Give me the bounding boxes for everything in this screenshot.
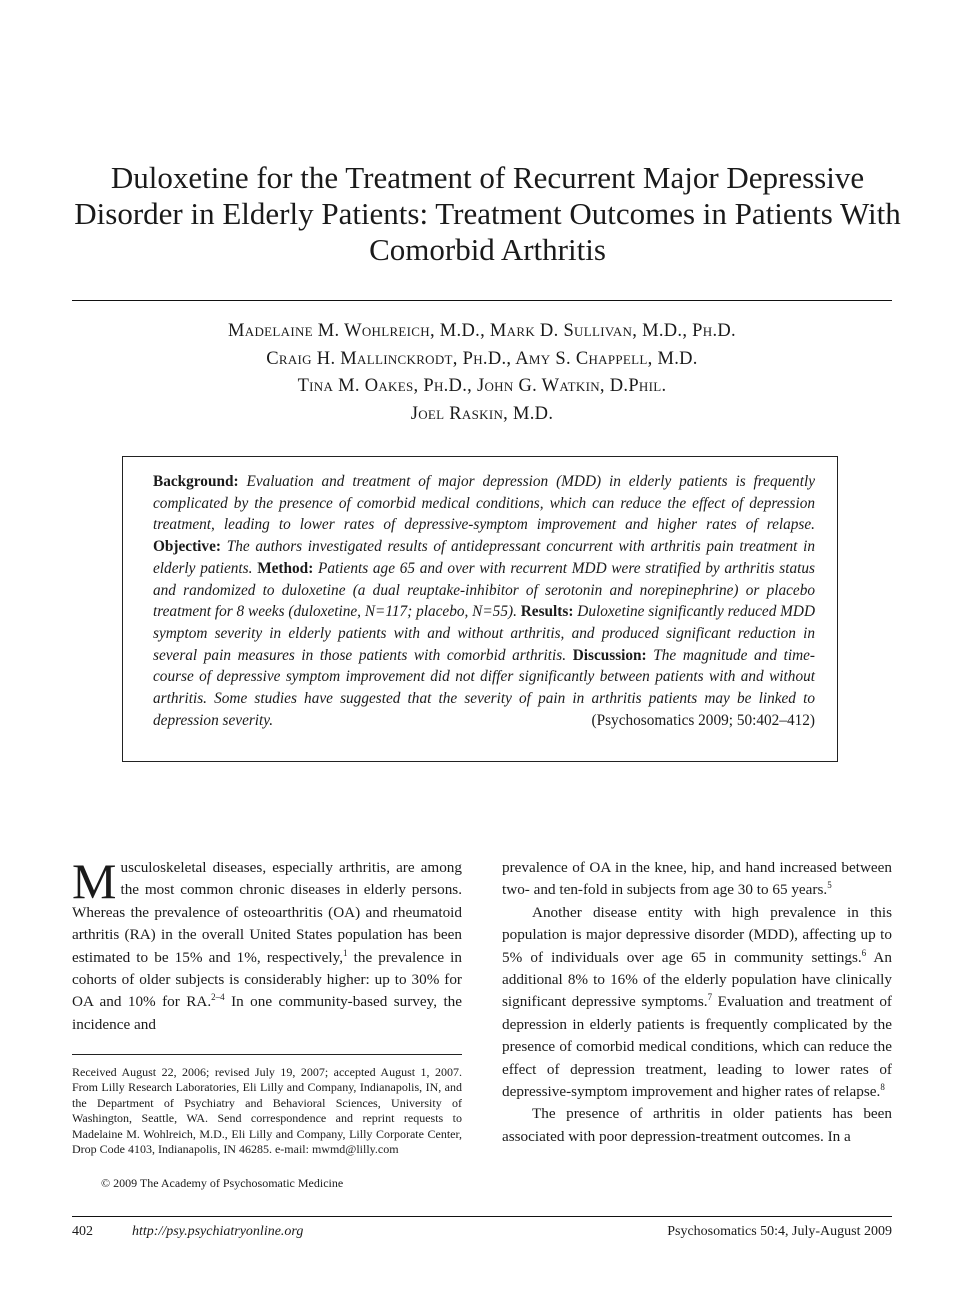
article-title: Duloxetine for the Treatment of Recurrent Major Depressive Disorder in Elderly Patients: Treatment Outcomes in Patients With Comorbid Arthritis [74,160,901,267]
objective-label: Objective: [153,538,221,556]
author-line: Tina M. Oakes, Ph.D., John G. Watkin, D.Phil. [297,376,667,396]
method-text: Patients age 65 and over with recurrent MDD were stratified by arthritis status and randomized to duloxetine (a dual reuptake-inhibitor of serotonin and norepinephrine) or placebo treatment for 8 weeks (duloxetine, N=117; placebo, N=55). [153,559,815,621]
paragraph [502,857,892,902]
background-text: Evaluation and treatment of major depression (MDD) in elderly patients is frequently complicated by the presence of comorbid medical conditions, which can reduce the effect of depression treatment, leading to lower rates of depressive-symptom improvement and higher rates of relapse. [153,473,815,534]
journal-url-link[interactable]: http://psy.psychiatryonline.org [132,1224,304,1239]
method-label: Method: [257,559,314,577]
citation: (Psychosomatics 2009; 50:402–412) [591,711,815,729]
background-label: Background: [153,473,239,490]
reference-link[interactable]: 2–4 [211,992,225,1003]
results-label: Results: [520,603,574,621]
results-text: Duloxetine significantly reduced MDD symptom severity in elderly patients with and without arthritis, and produced significant reduction in several pain measures in those patients with comorbid arthritis. [153,603,816,664]
footnote-divider [72,1054,462,1055]
objective-text: The authors investigated results of antidepressant concurrent with arthritis pain treatment in elderly patients. [153,538,815,577]
footer-divider [72,1216,892,1217]
reference-link[interactable]: 8 [880,1082,885,1093]
paragraph-text: Evaluation and treatment of depression in elderly patients is frequently complicated by the presence of comorbid medical conditions, which can reduce the effect of depression treatment, leading to lower rates of depressive-symptom improvement and higher rates of relapse. [502,993,892,1101]
discussion-label: Discussion: [572,646,647,664]
page-number: 402 [72,1224,93,1239]
author-line: Joel Raskin, M.D. [410,403,554,424]
paragraph-text: In one community-based survey, the incidence and [72,993,463,1033]
left-column [72,853,463,1036]
paragraph-text: An additional 8% to 16% of the elderly population have clinically significant depressive symptoms. [502,948,892,1011]
footnote: Received August 22, 2006; revised July 19, 2007; accepted August 1, 2007. From Lilly Research Laboratories, Eli Lilly and Company, Indianapolis, IN, and the Department of Psychiatry and Behavioral Sciences, University of Washington, Seattle, WA. Send correspondence and reprint requests to Madelaine M. Wohlreich, M.D., Eli Lilly and Company, Lilly Corporate Center, Drop Code 4103, Indianapolis, IN 46285. e-mail: mwmd@lilly.com [72,1065,462,1157]
paragraph-text: the prevalence in cohorts of older subjects is considerably higher: up to 30% for OA and 10% for RA. [72,948,462,1011]
drop-cap: M [72,853,117,909]
paragraph [72,853,463,1036]
reference-link[interactable]: 1 [343,947,348,958]
author-line: Madelaine M. Wohlreich, M.D., Mark D. Sullivan, M.D., Ph.D. [228,321,736,341]
paragraph: The presence of arthritis in older patients has been associated with poor depression-treatment outcomes. In a [502,1105,892,1145]
journal-citation: Psychosomatics 50:4, July-August 2009 [667,1224,892,1239]
right-column [502,857,892,1148]
paragraph [502,902,892,1104]
discussion-text: The magnitude and time-course of depressive symptom improvement did not differ significantly between patients with and without arthritis. Some studies have suggested that the severity of pain in arthritis patients may be linked to depression severity. [153,646,816,729]
author-line: Craig H. Mallinckrodt, Ph.D., Amy S. Chappell, M.D. [266,348,698,369]
copyright-notice: © 2009 The Academy of Psychosomatic Medicine [101,1176,344,1190]
reference-link[interactable]: 6 [861,947,867,958]
abstract-box [122,456,838,762]
reference-link[interactable]: 7 [707,992,713,1003]
title-divider [72,300,892,301]
paragraph-text: usculoskeletal diseases, especially arthritis, are among the most common chronic diseases in elderly persons. Whereas the prevalence of osteoarthritis (OA) and rheumatoid arthritis (RA) in the overall United States population has been estimated to be 15% and 1%, respectively, [72,859,462,966]
paragraph-text: prevalence of OA in the knee, hip, and hand increased between two- and ten-fold in subjects from age 30 to 65 years. [502,859,892,899]
paragraph-text: Another disease entity with high prevalence in this population is major depressive disorder (MDD), affecting up to 5% of individuals over age 65 in community settings. [502,903,892,966]
reference-link[interactable]: 5 [827,880,832,891]
author-list [72,318,892,428]
